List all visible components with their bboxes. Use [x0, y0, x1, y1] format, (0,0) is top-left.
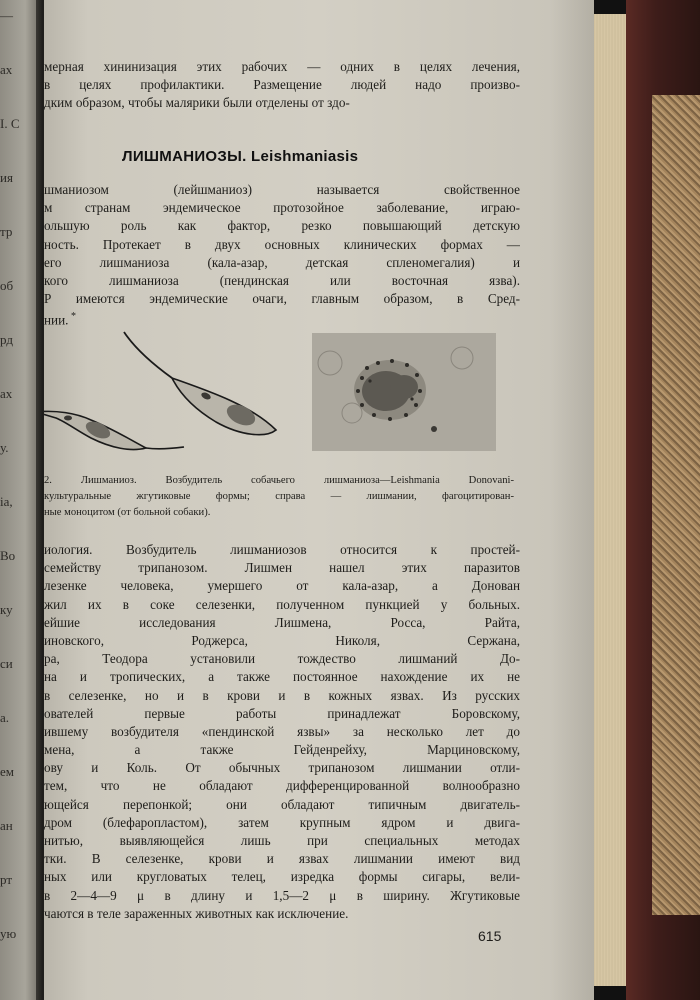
left-page-fragment: рд [0, 332, 13, 347]
text-line: тки. В селезенке, крови и язвах лишмании имеют вид [44, 851, 520, 867]
heading-latin: Leishmaniasis [251, 148, 359, 165]
left-page-fragment: ан [0, 818, 13, 833]
heading-title: ЛИШМАНИОЗЫ. [122, 148, 247, 165]
etiology-paragraph [44, 541, 520, 923]
text-line: ющейся перепонкой; они обладают типичным двигатель- [44, 796, 520, 812]
text-line: шманиозом (лейшманиоз) называется свойственное [44, 182, 520, 197]
left-page-fragment: ах [0, 386, 13, 401]
left-page-fragment: ах [0, 62, 13, 77]
page-number: 615 [478, 928, 502, 944]
left-page-fragment: — [0, 8, 13, 23]
footnote-mark: * [68, 311, 76, 323]
text-line: Р имеются эндемические очаги, главным образом, в Сред- [44, 291, 520, 307]
text-line: в селезенке, но и в крови и в кожных язвах. Из русских [44, 687, 520, 703]
left-page-fragment: а. [0, 710, 10, 725]
text-line: ову и Коль. От обычных трипанозом лишмании отли- [44, 760, 520, 776]
text-line: м странам эндемическое протозойное заболевание, играю- [44, 200, 520, 216]
left-page-fragment: ем [0, 764, 14, 779]
cover-spine-cloth [652, 95, 700, 915]
text-line: мерная хининизация этих рабочих — одних в целях лечения, [44, 59, 520, 74]
text-line: нитью, выявляющейся лишь при специальных методах [44, 833, 520, 848]
text-line: мена, а также Гейденрейху, Марциновскому, [44, 742, 520, 758]
page-edges [594, 14, 626, 986]
left-page-fragment: тр [0, 224, 13, 239]
text-line: иновского, Роджерса, Николя, Сержана, [44, 632, 520, 648]
text-line: кого лишманиоза (пендинская или восточная язва). [44, 272, 520, 288]
text-line: ившему возбудителя «пендинской язвы» за несколько лет до [44, 723, 520, 739]
text-line: ователей первые работы принадлежат Боровскому, [44, 705, 520, 721]
text-line: дким образом, чтобы малярики были отделены от здо- [44, 95, 350, 111]
left-page-fragment: рт [0, 872, 13, 887]
text-line: в 2—4—9 μ в длину и 1,5—2 μ в ширину. Жгутиковые [44, 887, 520, 903]
left-page-fragment: у. [0, 440, 9, 455]
top-paragraph [44, 58, 520, 113]
text-line: ольшую роль как фактор, резко повышающий детскую [44, 218, 520, 234]
left-page-fragment: об [0, 278, 14, 293]
left-page-fragment: ку [0, 602, 13, 617]
caption-line: культуральные жгутиковые формы; справа — лишмании, фагоцитирован- [44, 491, 514, 502]
text-line: лезенке человека, умершего от кала-азар, а Донован [44, 578, 520, 594]
text-line: ных или кругловатых телец, изредка формы сигары, вели- [44, 869, 520, 885]
left-page-fragment: си [0, 656, 13, 671]
text-line: ра, Теодора установили тождество лишманий До- [44, 651, 520, 667]
figure-caption [44, 473, 514, 521]
monocyte-micrograph [312, 333, 496, 451]
intro-paragraph [44, 181, 520, 327]
text-line: тем, что не обладают дифференцированной волнообразно [44, 778, 520, 794]
text-line: ность. Протекает в двух основных клинических формах — [44, 236, 520, 252]
text-line: иология. Возбудитель лишманиозов относится к простей- [44, 542, 520, 557]
text-line: в целях профилактики. Размещение людей надо произво- [44, 77, 520, 93]
caption-line: 2. Лишманиоз. Возбудитель собачьего лишманиоза—Leishmania Donovani- [44, 475, 514, 486]
book-page [44, 0, 594, 1000]
left-page-fragment: ую [0, 926, 17, 941]
left-page-fragment: ia, [0, 494, 13, 509]
section-heading [122, 148, 358, 165]
flagellate-illustration [44, 320, 286, 460]
left-page-fragment: Во [0, 548, 16, 563]
text-line: ейшие исследования Лишмена, Росса, Райта, [44, 614, 520, 630]
text-line: на и тропических, а также постоянное нахождение их не [44, 669, 520, 685]
left-page-fragment: I. С [0, 116, 20, 131]
caption-line: ные моноцитом (от больной собаки). [44, 507, 211, 518]
text-line: чаются в теле зараженных животных как исключение. [44, 905, 349, 921]
left-page-fragment: ия [0, 170, 13, 185]
text-line: жил их в соке селезенки, полученном пункцией у больных. [44, 596, 520, 612]
text-line: дром (блефаропластом), затем крупным ядром и двига- [44, 814, 520, 830]
text-line: нии. * [44, 311, 76, 327]
text-line: семейству трипанозом. Лишмен нашел этих паразитов [44, 560, 520, 576]
text-line: его лишманиоза (кала-азар, детская спленомегалия) и [44, 254, 520, 270]
